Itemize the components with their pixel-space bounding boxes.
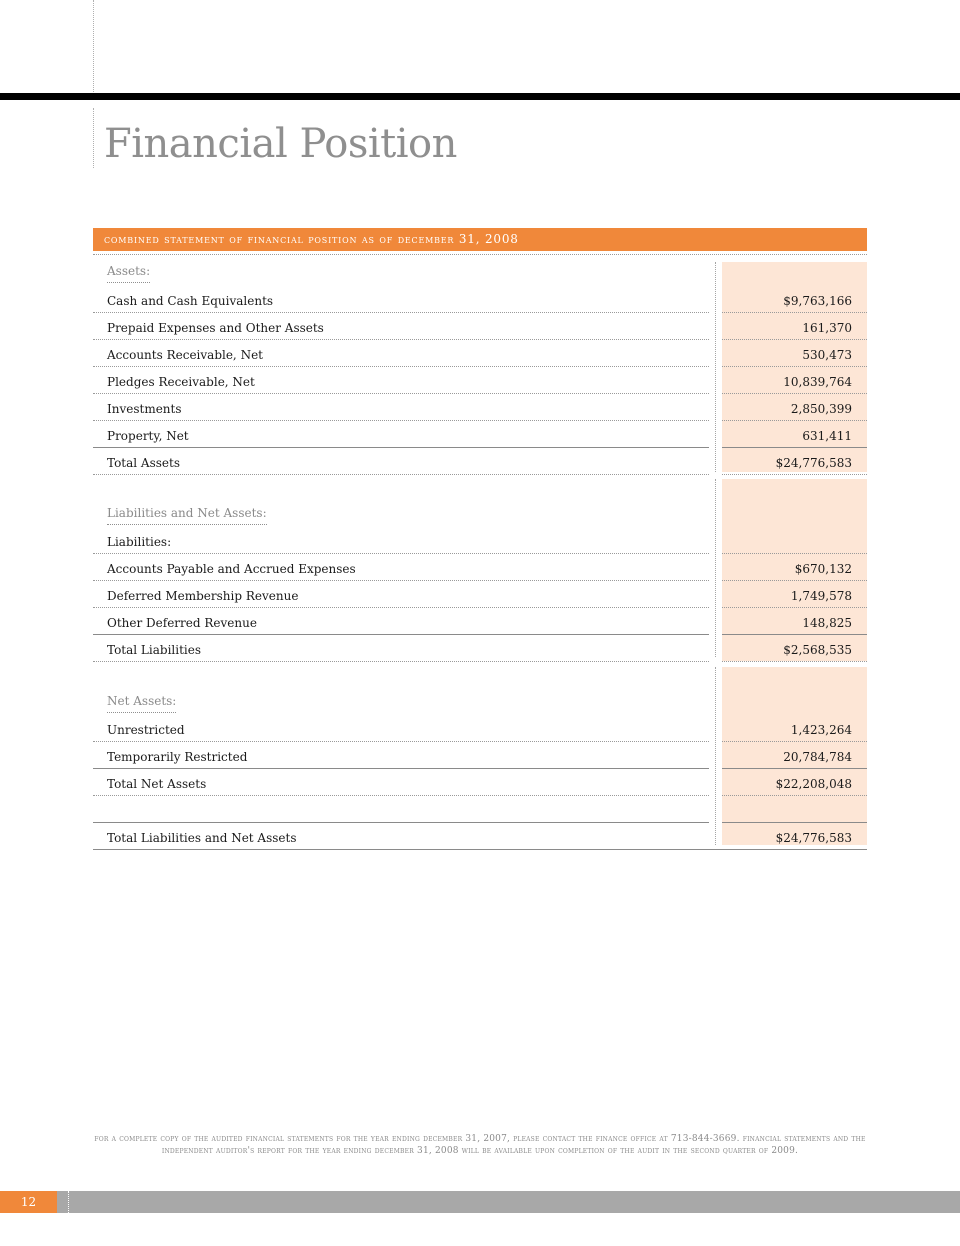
- footnote: for a complete copy of the audited financial statements for the year ending december 31, 2007, please contact the finance office at 713-844-3669. financial statements and the independent auditor's report for the year ending december 31, 2008 will be available upon completion of the audit in the second quarter of 2009.: [94, 1134, 866, 1156]
- top-dotted-guide: [93, 0, 94, 92]
- row-label: Investments: [107, 402, 182, 416]
- total-row-liabilities: [93, 635, 867, 662]
- top-black-bar: [0, 93, 960, 100]
- table-row: [93, 742, 867, 769]
- row-value: $670,132: [794, 562, 852, 576]
- total-label: Total Net Assets: [107, 777, 207, 791]
- total-row-assets: [93, 448, 867, 475]
- row-label: Other Deferred Revenue: [107, 616, 257, 630]
- total-value: $2,568,535: [783, 643, 852, 657]
- grand-total-value: $24,776,583: [775, 831, 852, 845]
- total-label: Total Liabilities: [107, 643, 202, 657]
- section-heading-net-assets: [93, 686, 867, 713]
- row-label: Prepaid Expenses and Other Assets: [107, 321, 324, 335]
- row-label: Deferred Membership Revenue: [107, 589, 299, 603]
- footer-separator: [68, 1191, 69, 1213]
- row-value: 10,839,764: [783, 375, 852, 389]
- row-label: Accounts Payable and Accrued Expenses: [107, 562, 356, 576]
- table-row: [93, 367, 867, 394]
- grand-total-label: Total Liabilities and Net Assets: [107, 831, 297, 845]
- row-value: 2,850,399: [790, 402, 852, 416]
- table-row: [93, 394, 867, 421]
- statement-header-banner: combined statement of financial position as of december 31, 2008: [93, 228, 867, 251]
- section-heading-assets: [93, 256, 867, 283]
- row-label: Pledges Receivable, Net: [107, 375, 255, 389]
- subheading-liabilities: [93, 527, 867, 554]
- table-row: [93, 581, 867, 608]
- total-row-net-assets: [93, 769, 867, 796]
- row-value: 148,825: [802, 616, 852, 630]
- row-value: 161,370: [802, 321, 852, 335]
- total-value: $22,208,048: [775, 777, 852, 791]
- row-label: Temporarily Restricted: [107, 750, 248, 764]
- row-label: Accounts Receivable, Net: [107, 348, 263, 362]
- total-value: $24,776,583: [775, 456, 852, 470]
- table-row: [93, 554, 867, 581]
- page-number: 12: [0, 1191, 57, 1213]
- row-value: 1,749,578: [790, 589, 852, 603]
- row-label: Unrestricted: [107, 723, 185, 737]
- table-row: [93, 340, 867, 367]
- row-value: 20,784,784: [783, 750, 852, 764]
- grand-total-row: [93, 823, 867, 850]
- page-title: Financial Position: [104, 121, 457, 167]
- table-row: [93, 715, 867, 742]
- table-row: [93, 421, 867, 448]
- section-heading-liabilities-and-net-assets: [93, 498, 867, 525]
- section-heading-label: Assets:: [107, 264, 151, 278]
- table-row: [93, 286, 867, 313]
- total-label: Total Assets: [107, 456, 180, 470]
- row-value: 631,411: [802, 429, 852, 443]
- row-label: Property, Net: [107, 429, 189, 443]
- table-row: [93, 313, 867, 340]
- table-row: [93, 608, 867, 635]
- section-heading-label: Liabilities and Net Assets:: [107, 506, 267, 520]
- footer-bar: [0, 1191, 960, 1213]
- banner-divider: [93, 254, 867, 255]
- subheading-label: Liabilities:: [107, 535, 172, 549]
- row-label: Cash and Cash Equivalents: [107, 294, 274, 308]
- spacer-row: [93, 796, 867, 823]
- row-value: $9,763,166: [783, 294, 852, 308]
- row-value: 1,423,264: [790, 723, 852, 737]
- title-dotted-guide: [93, 108, 94, 168]
- section-heading-label: Net Assets:: [107, 694, 177, 708]
- row-value: 530,473: [802, 348, 852, 362]
